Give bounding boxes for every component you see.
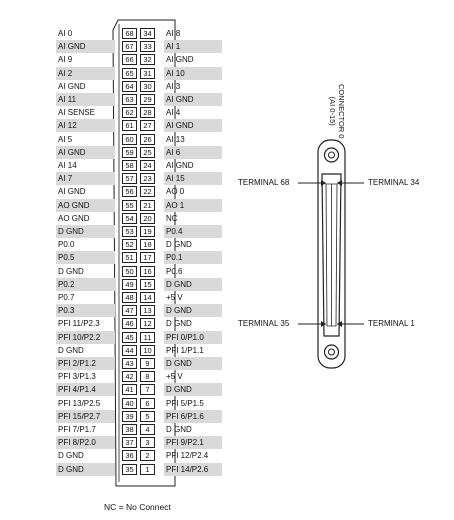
left-signal-label: AI SENSE bbox=[58, 108, 95, 118]
right-pin-number: 18 bbox=[140, 239, 155, 250]
left-signal-label: P0.7 bbox=[58, 293, 75, 302]
left-signal-label: P0.3 bbox=[56, 304, 115, 317]
right-signal-label: D GND bbox=[166, 425, 192, 434]
left-signal-label: AI 11 bbox=[56, 93, 115, 106]
pinout-row bbox=[0, 357, 454, 370]
right-pin-number: 11 bbox=[140, 332, 155, 343]
right-signal-label: +5 V bbox=[166, 372, 183, 382]
right-pin-number: 26 bbox=[140, 134, 155, 145]
right-pin-number: 10 bbox=[140, 345, 155, 356]
left-pin-number: 45 bbox=[122, 332, 137, 343]
left-signal-label: D GND bbox=[56, 225, 115, 238]
right-pin-number: 15 bbox=[140, 279, 155, 290]
right-pin-number: 9 bbox=[140, 358, 155, 369]
left-pin-number: 64 bbox=[122, 81, 137, 92]
left-signal-label: AO GND bbox=[58, 213, 90, 223]
left-pin-number: 55 bbox=[122, 200, 137, 211]
right-pin-number: 29 bbox=[140, 94, 155, 105]
left-signal-label: AI 2 bbox=[56, 67, 115, 80]
right-signal-label: PFI 14/P2.6 bbox=[164, 463, 222, 476]
left-pin-number: 65 bbox=[122, 68, 137, 79]
left-pin-number: 66 bbox=[122, 54, 137, 65]
terminal-35-label: TERMINAL 35 bbox=[238, 319, 290, 328]
right-signal-label: PFI 0/P1.0 bbox=[164, 331, 222, 344]
pinout-row bbox=[0, 67, 454, 80]
pinout-row bbox=[0, 93, 454, 106]
pinout-row bbox=[0, 199, 454, 212]
right-pin-number: 6 bbox=[140, 398, 155, 409]
right-signal-label: PFI 1/P1.1 bbox=[166, 345, 204, 355]
right-pin-number: 31 bbox=[140, 68, 155, 79]
right-signal-label: AI 15 bbox=[164, 172, 222, 185]
right-pin-number: 30 bbox=[140, 81, 155, 92]
left-signal-label: P0.0 bbox=[58, 240, 75, 250]
left-signal-label: AO GND bbox=[56, 199, 115, 212]
right-pin-number: 25 bbox=[140, 147, 155, 158]
right-pin-number: 28 bbox=[140, 107, 155, 118]
pinout-row bbox=[0, 106, 454, 119]
left-signal-label: D GND bbox=[56, 463, 115, 476]
pinout-row bbox=[0, 159, 454, 172]
left-pin-number: 40 bbox=[122, 398, 137, 409]
footnote: NC = No Connect bbox=[104, 502, 171, 512]
right-pin-number: 20 bbox=[140, 213, 155, 224]
right-signal-label: P0.6 bbox=[166, 266, 183, 276]
left-pin-number: 36 bbox=[122, 450, 137, 461]
right-signal-label: AI 3 bbox=[166, 81, 181, 91]
pinout-row bbox=[0, 331, 454, 344]
left-signal-label: AI GND bbox=[56, 40, 115, 53]
left-pin-number: 38 bbox=[122, 424, 137, 435]
left-signal-label: AI 0 bbox=[58, 29, 73, 38]
left-pin-number: 56 bbox=[122, 186, 137, 197]
left-signal-label: P0.2 bbox=[56, 278, 115, 291]
left-pin-number: 59 bbox=[122, 147, 137, 158]
left-signal-label: PFI 13/P2.5 bbox=[58, 398, 101, 408]
right-signal-label: AI GND bbox=[164, 119, 222, 132]
left-signal-label: AI GND bbox=[58, 187, 86, 197]
right-pin-number: 12 bbox=[140, 318, 155, 329]
right-signal-label: AI 10 bbox=[164, 67, 222, 80]
left-pin-number: 48 bbox=[122, 292, 137, 303]
left-pin-number: 57 bbox=[122, 173, 137, 184]
right-signal-label: D GND bbox=[164, 278, 222, 291]
pinout-row bbox=[0, 251, 454, 264]
left-signal-label: PFI 8/P2.0 bbox=[56, 436, 115, 449]
left-pin-number: 50 bbox=[122, 266, 137, 277]
connector-title-line1: CONNECTOR 0 bbox=[337, 84, 346, 139]
left-signal-label: AI 12 bbox=[56, 119, 115, 132]
left-signal-label: AI GND bbox=[58, 81, 86, 91]
left-signal-label: PFI 15/P2.7 bbox=[56, 410, 115, 423]
right-signal-label: D GND bbox=[164, 304, 222, 317]
left-signal-label: PFI 2/P1.2 bbox=[56, 357, 115, 370]
right-pin-number: 1 bbox=[140, 464, 155, 475]
right-signal-label: NC bbox=[166, 213, 178, 223]
right-signal-label: P0.1 bbox=[164, 251, 222, 264]
right-pin-number: 2 bbox=[140, 450, 155, 461]
left-pin-number: 37 bbox=[122, 437, 137, 448]
left-pin-number: 49 bbox=[122, 279, 137, 290]
right-signal-label: D GND bbox=[164, 383, 222, 396]
left-pin-number: 58 bbox=[122, 160, 137, 171]
right-pin-number: 24 bbox=[140, 160, 155, 171]
left-signal-label: AI 14 bbox=[58, 161, 77, 170]
pinout-row bbox=[0, 80, 454, 93]
left-signal-label: P0.5 bbox=[56, 251, 115, 264]
left-pin-number: 44 bbox=[122, 345, 137, 356]
pinout-row bbox=[0, 212, 454, 225]
pinout-row bbox=[0, 133, 454, 146]
right-signal-label: PFI 5/P1.5 bbox=[166, 398, 204, 408]
right-signal-label: AI GND bbox=[166, 161, 194, 170]
pinout-row bbox=[0, 53, 454, 66]
right-signal-label: PFI 9/P2.1 bbox=[164, 436, 222, 449]
right-pin-number: 21 bbox=[140, 200, 155, 211]
right-signal-label: AI 1 bbox=[164, 40, 222, 53]
terminal-34-label: TERMINAL 34 bbox=[368, 178, 420, 187]
right-pin-number: 22 bbox=[140, 186, 155, 197]
left-signal-label: PFI 3/P1.3 bbox=[58, 372, 96, 382]
left-pin-number: 42 bbox=[122, 371, 137, 382]
left-signal-label: AI 5 bbox=[58, 134, 73, 144]
left-pin-number: 43 bbox=[122, 358, 137, 369]
left-pin-number: 54 bbox=[122, 213, 137, 224]
right-pin-number: 19 bbox=[140, 226, 155, 237]
terminal-68-label: TERMINAL 68 bbox=[238, 178, 290, 187]
right-signal-label: AI GND bbox=[166, 55, 194, 65]
right-signal-label: D GND bbox=[164, 357, 222, 370]
terminal-1-label: TERMINAL 1 bbox=[368, 319, 415, 328]
left-signal-label: PFI 7/P1.7 bbox=[58, 425, 96, 434]
pinout-row bbox=[0, 304, 454, 317]
right-pin-number: 14 bbox=[140, 292, 155, 303]
left-pin-number: 39 bbox=[122, 411, 137, 422]
right-pin-number: 17 bbox=[140, 252, 155, 263]
connector-title bbox=[328, 84, 346, 138]
left-pin-number: 67 bbox=[122, 41, 137, 52]
pinout-row bbox=[0, 225, 454, 238]
right-signal-label: D GND bbox=[166, 319, 192, 329]
right-pin-number: 23 bbox=[140, 173, 155, 184]
left-signal-label: PFI 10/P2.2 bbox=[56, 331, 115, 344]
pinout-row bbox=[0, 370, 454, 383]
pinout-row bbox=[0, 383, 454, 396]
pinout-row bbox=[0, 278, 454, 291]
left-pin-number: 60 bbox=[122, 134, 137, 145]
right-signal-label: PFI 6/P1.6 bbox=[164, 410, 222, 423]
right-signal-label: PFI 12/P2.4 bbox=[166, 451, 209, 461]
left-pin-number: 46 bbox=[122, 318, 137, 329]
pinout-row bbox=[0, 449, 454, 462]
right-signal-label: AO 1 bbox=[164, 199, 222, 212]
pinout-row bbox=[0, 436, 454, 449]
left-pin-number: 51 bbox=[122, 252, 137, 263]
right-pin-number: 33 bbox=[140, 41, 155, 52]
right-pin-number: 27 bbox=[140, 120, 155, 131]
left-pin-number: 47 bbox=[122, 305, 137, 316]
connector-title-line2: (AI 0-15) bbox=[328, 96, 337, 126]
pinout-row bbox=[0, 119, 454, 132]
pinout-row bbox=[0, 27, 454, 40]
pinout-row bbox=[0, 265, 454, 278]
right-pin-number: 32 bbox=[140, 54, 155, 65]
left-pin-number: 52 bbox=[122, 239, 137, 250]
pinout-row bbox=[0, 423, 454, 436]
left-signal-label: D GND bbox=[58, 451, 84, 461]
pinout-row bbox=[0, 185, 454, 198]
left-signal-label: AI GND bbox=[56, 146, 115, 159]
right-signal-label: AI GND bbox=[164, 93, 222, 106]
right-pin-number: 13 bbox=[140, 305, 155, 316]
right-pin-number: 5 bbox=[140, 411, 155, 422]
left-signal-label: PFI 11/P2.3 bbox=[58, 319, 100, 329]
right-signal-label: D GND bbox=[166, 240, 192, 250]
left-pin-number: 53 bbox=[122, 226, 137, 237]
right-pin-number: 8 bbox=[140, 371, 155, 382]
right-signal-label: AO 0 bbox=[166, 187, 185, 197]
right-pin-number: 16 bbox=[140, 266, 155, 277]
left-pin-number: 63 bbox=[122, 94, 137, 105]
pinout-row bbox=[0, 40, 454, 53]
right-pin-number: 7 bbox=[140, 384, 155, 395]
right-signal-label: P0.4 bbox=[164, 225, 222, 238]
pinout-row bbox=[0, 291, 454, 304]
right-signal-label: AI 4 bbox=[166, 108, 181, 118]
right-signal-label: AI 13 bbox=[166, 134, 185, 144]
left-signal-label: AI 7 bbox=[56, 172, 115, 185]
left-signal-label: AI 9 bbox=[58, 55, 73, 65]
pinout-row bbox=[0, 463, 454, 476]
left-pin-number: 35 bbox=[122, 464, 137, 475]
left-pin-number: 62 bbox=[122, 107, 137, 118]
left-pin-number: 61 bbox=[122, 120, 137, 131]
right-pin-number: 4 bbox=[140, 424, 155, 435]
right-signal-label: AI 6 bbox=[164, 146, 222, 159]
pinout-row bbox=[0, 344, 454, 357]
pinout-row bbox=[0, 146, 454, 159]
pinout-row bbox=[0, 410, 454, 423]
left-pin-number: 68 bbox=[122, 28, 137, 39]
right-signal-label: +5 V bbox=[166, 293, 183, 302]
pinout-row bbox=[0, 397, 454, 410]
pinout-row bbox=[0, 238, 454, 251]
right-pin-number: 34 bbox=[140, 28, 155, 39]
right-pin-number: 3 bbox=[140, 437, 155, 448]
right-signal-label: AI 8 bbox=[166, 29, 181, 38]
left-signal-label: PFI 4/P1.4 bbox=[56, 383, 115, 396]
left-signal-label: D GND bbox=[58, 345, 84, 355]
left-signal-label: D GND bbox=[58, 266, 84, 276]
left-pin-number: 41 bbox=[122, 384, 137, 395]
